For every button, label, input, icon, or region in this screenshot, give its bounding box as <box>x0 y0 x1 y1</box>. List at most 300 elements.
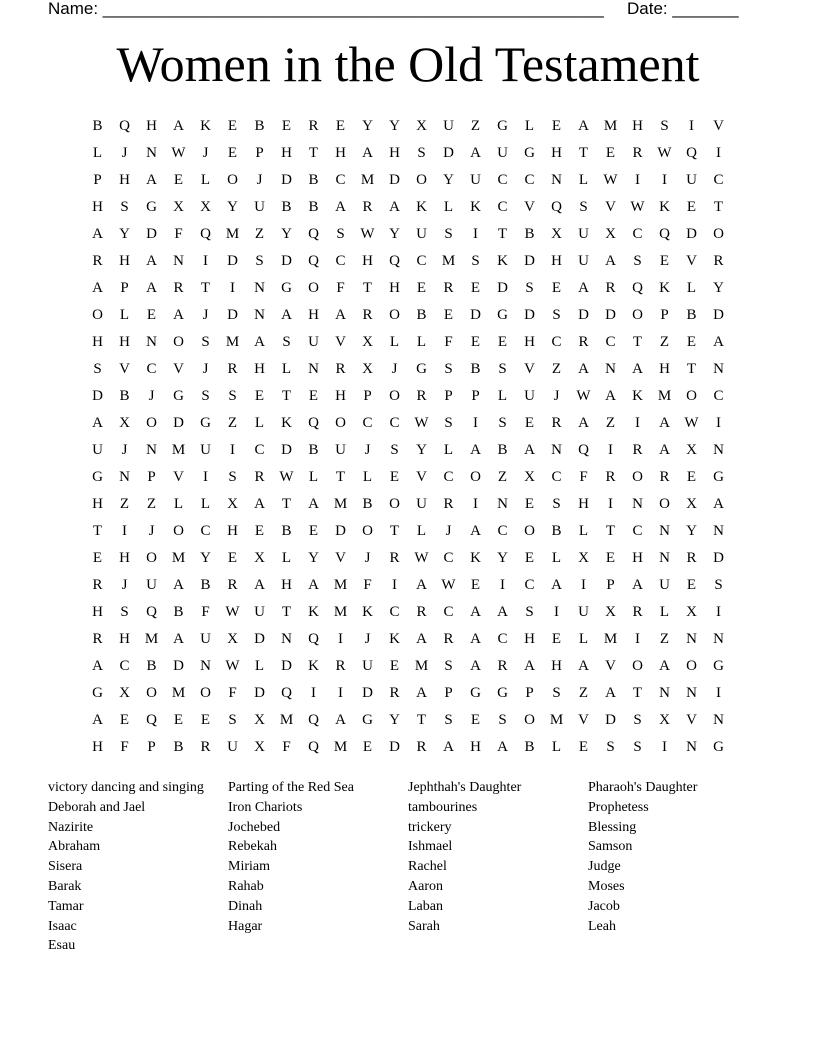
grid-letter[interactable]: D <box>254 631 265 647</box>
grid-letter[interactable]: S <box>714 577 723 593</box>
grid-letter[interactable]: X <box>686 604 697 620</box>
grid-letter[interactable]: E <box>227 550 238 566</box>
grid-letter[interactable]: Z <box>227 415 238 431</box>
grid-letter[interactable]: V <box>686 253 697 269</box>
grid-letter[interactable]: E <box>551 631 562 647</box>
grid-letter[interactable]: C <box>443 604 454 620</box>
grid-letter[interactable]: Q <box>551 199 562 215</box>
grid-letter[interactable]: K <box>470 550 481 566</box>
grid-letter[interactable]: U <box>659 577 670 593</box>
grid-letter[interactable]: E <box>443 307 454 323</box>
grid-letter[interactable]: H <box>632 118 643 134</box>
grid-letter[interactable]: R <box>551 415 562 431</box>
grid-letter[interactable]: C <box>119 658 130 674</box>
grid-letter[interactable]: Q <box>308 253 319 269</box>
grid-letter[interactable]: E <box>659 253 670 269</box>
grid-letter[interactable]: H <box>92 604 103 620</box>
grid-letter[interactable]: N <box>551 442 562 458</box>
grid-letter[interactable]: A <box>497 739 508 755</box>
grid-letter[interactable]: I <box>716 604 721 620</box>
grid-letter[interactable]: T <box>416 712 427 728</box>
grid-letter[interactable]: M <box>279 712 294 728</box>
grid-letter[interactable]: B <box>281 523 292 539</box>
grid-letter[interactable]: L <box>254 415 265 431</box>
grid-letter[interactable]: L <box>281 550 292 566</box>
grid-letter[interactable]: C <box>605 334 616 350</box>
grid-letter[interactable]: B <box>92 118 103 134</box>
grid-letter[interactable]: L <box>578 172 589 188</box>
grid-letter[interactable]: M <box>414 658 429 674</box>
grid-letter[interactable]: Q <box>578 442 589 458</box>
grid-letter[interactable]: F <box>336 280 345 296</box>
grid-letter[interactable]: Z <box>497 469 508 485</box>
grid-letter[interactable]: U <box>146 577 157 593</box>
grid-letter[interactable]: S <box>282 334 291 350</box>
grid-letter[interactable]: O <box>632 658 643 674</box>
grid-letter[interactable]: A <box>605 253 616 269</box>
grid-letter[interactable]: D <box>146 226 157 242</box>
grid-letter[interactable]: G <box>524 145 535 161</box>
grid-letter[interactable]: W <box>279 469 294 485</box>
grid-letter[interactable]: G <box>497 685 508 701</box>
grid-letter[interactable]: A <box>146 280 157 296</box>
grid-letter[interactable]: K <box>416 199 427 215</box>
grid-letter[interactable]: X <box>605 226 616 242</box>
grid-letter[interactable]: B <box>173 604 184 620</box>
grid-letter[interactable]: Z <box>605 415 616 431</box>
grid-letter[interactable]: S <box>93 361 102 377</box>
grid-letter[interactable]: C <box>524 172 535 188</box>
grid-letter[interactable]: M <box>441 253 456 269</box>
grid-letter[interactable]: D <box>470 307 481 323</box>
grid-letter[interactable]: O <box>632 469 643 485</box>
grid-letter[interactable]: R <box>416 604 427 620</box>
grid-letter[interactable]: T <box>389 523 400 539</box>
grid-letter[interactable]: W <box>360 226 375 242</box>
grid-letter[interactable]: G <box>497 118 508 134</box>
grid-letter[interactable]: Y <box>389 118 400 134</box>
grid-letter[interactable]: C <box>497 523 508 539</box>
grid-letter[interactable]: A <box>416 577 427 593</box>
grid-letter[interactable]: S <box>444 361 453 377</box>
grid-letter[interactable]: S <box>660 118 669 134</box>
grid-letter[interactable]: A <box>254 577 265 593</box>
grid-letter[interactable]: J <box>364 442 371 458</box>
grid-letter[interactable]: E <box>524 415 535 431</box>
grid-letter[interactable]: A <box>308 577 319 593</box>
grid-letter[interactable]: G <box>713 739 724 755</box>
date-field-label[interactable]: Date: _______ <box>627 0 739 18</box>
grid-letter[interactable]: T <box>281 604 292 620</box>
grid-letter[interactable]: G <box>173 388 184 404</box>
grid-letter[interactable]: O <box>227 172 238 188</box>
grid-letter[interactable]: H <box>335 145 346 161</box>
grid-letter[interactable]: A <box>605 685 616 701</box>
grid-letter[interactable]: Q <box>389 253 400 269</box>
grid-letter[interactable]: T <box>497 226 508 242</box>
grid-letter[interactable]: E <box>119 712 130 728</box>
grid-letter[interactable]: E <box>605 550 616 566</box>
grid-letter[interactable]: S <box>444 658 453 674</box>
grid-letter[interactable]: A <box>335 712 346 728</box>
grid-letter[interactable]: S <box>120 604 129 620</box>
grid-letter[interactable]: R <box>416 739 427 755</box>
grid-letter[interactable]: R <box>497 658 508 674</box>
grid-letter[interactable]: G <box>281 280 292 296</box>
grid-letter[interactable]: S <box>633 712 642 728</box>
grid-letter[interactable]: S <box>498 712 507 728</box>
grid-letter[interactable]: E <box>362 739 373 755</box>
grid-letter[interactable]: O <box>524 712 535 728</box>
grid-letter[interactable]: S <box>525 604 534 620</box>
grid-letter[interactable]: A <box>470 442 481 458</box>
grid-letter[interactable]: M <box>360 172 375 188</box>
grid-letter[interactable]: V <box>416 469 427 485</box>
grid-letter[interactable]: S <box>201 334 210 350</box>
grid-letter[interactable]: R <box>92 631 103 647</box>
grid-letter[interactable]: S <box>336 226 345 242</box>
grid-letter[interactable]: P <box>444 388 453 404</box>
grid-letter[interactable]: O <box>173 523 184 539</box>
grid-letter[interactable]: Q <box>146 604 157 620</box>
grid-letter[interactable]: U <box>308 334 319 350</box>
grid-letter[interactable]: U <box>578 253 589 269</box>
grid-letter[interactable]: W <box>441 577 456 593</box>
grid-letter[interactable]: I <box>689 118 694 134</box>
grid-letter[interactable]: B <box>416 307 427 323</box>
grid-letter[interactable]: I <box>473 226 478 242</box>
grid-letter[interactable]: U <box>362 658 373 674</box>
grid-letter[interactable]: X <box>119 685 130 701</box>
grid-letter[interactable]: S <box>525 280 534 296</box>
grid-letter[interactable]: Q <box>308 739 319 755</box>
grid-letter[interactable]: E <box>227 145 238 161</box>
grid-letter[interactable]: G <box>713 469 724 485</box>
grid-letter[interactable]: N <box>551 172 562 188</box>
grid-letter[interactable]: B <box>308 442 319 458</box>
grid-letter[interactable]: E <box>686 469 697 485</box>
grid-letter[interactable]: N <box>497 496 508 512</box>
grid-letter[interactable]: X <box>119 415 130 431</box>
grid-letter[interactable]: G <box>416 361 427 377</box>
grid-letter[interactable]: L <box>578 523 589 539</box>
grid-letter[interactable]: R <box>578 334 589 350</box>
grid-letter[interactable]: O <box>416 172 427 188</box>
grid-letter[interactable]: W <box>414 415 429 431</box>
grid-letter[interactable]: X <box>200 199 211 215</box>
grid-letter[interactable]: H <box>281 145 292 161</box>
grid-letter[interactable]: N <box>308 361 319 377</box>
grid-letter[interactable]: S <box>579 199 588 215</box>
grid-letter[interactable]: O <box>470 469 481 485</box>
grid-letter[interactable]: A <box>389 199 400 215</box>
grid-letter[interactable]: R <box>227 361 238 377</box>
grid-letter[interactable]: B <box>308 172 319 188</box>
grid-letter[interactable]: Y <box>119 226 130 242</box>
grid-letter[interactable]: Q <box>308 226 319 242</box>
grid-letter[interactable]: A <box>632 577 643 593</box>
grid-letter[interactable]: H <box>551 145 562 161</box>
grid-letter[interactable]: O <box>713 226 724 242</box>
grid-letter[interactable]: L <box>254 658 265 674</box>
grid-letter[interactable]: M <box>225 334 240 350</box>
grid-letter[interactable]: N <box>713 442 724 458</box>
grid-letter[interactable]: O <box>308 280 319 296</box>
grid-letter[interactable]: S <box>444 226 453 242</box>
grid-letter[interactable]: O <box>389 307 400 323</box>
grid-letter[interactable]: E <box>389 469 400 485</box>
grid-letter[interactable]: S <box>552 307 561 323</box>
grid-letter[interactable]: I <box>716 415 721 431</box>
grid-letter[interactable]: W <box>603 172 618 188</box>
grid-letter[interactable]: X <box>416 118 427 134</box>
grid-letter[interactable]: J <box>121 145 128 161</box>
grid-letter[interactable]: N <box>254 280 265 296</box>
grid-letter[interactable]: S <box>633 739 642 755</box>
grid-letter[interactable]: H <box>281 577 292 593</box>
grid-letter[interactable]: W <box>630 199 645 215</box>
grid-letter[interactable]: E <box>92 550 103 566</box>
grid-letter[interactable]: A <box>578 658 589 674</box>
grid-letter[interactable]: F <box>282 739 291 755</box>
grid-letter[interactable]: S <box>228 469 237 485</box>
grid-letter[interactable]: H <box>551 253 562 269</box>
grid-letter[interactable]: N <box>146 442 157 458</box>
grid-letter[interactable]: R <box>389 550 400 566</box>
grid-letter[interactable]: U <box>227 739 238 755</box>
grid-letter[interactable]: G <box>497 307 508 323</box>
grid-letter[interactable]: I <box>230 280 235 296</box>
grid-letter[interactable]: Z <box>146 496 157 512</box>
grid-letter[interactable]: Q <box>308 415 319 431</box>
grid-letter[interactable]: N <box>686 685 697 701</box>
grid-letter[interactable]: I <box>608 442 613 458</box>
grid-letter[interactable]: O <box>146 415 157 431</box>
grid-letter[interactable]: J <box>202 361 209 377</box>
grid-letter[interactable]: C <box>632 523 643 539</box>
grid-letter[interactable]: E <box>524 496 535 512</box>
grid-letter[interactable]: G <box>92 469 103 485</box>
grid-letter[interactable]: L <box>92 145 103 161</box>
grid-letter[interactable]: Y <box>713 280 724 296</box>
grid-letter[interactable]: R <box>632 604 643 620</box>
grid-letter[interactable]: C <box>713 172 724 188</box>
name-field-label[interactable]: Name: _____________________________________________________ <box>48 0 604 18</box>
grid-letter[interactable]: M <box>225 226 240 242</box>
grid-letter[interactable]: V <box>524 361 535 377</box>
grid-letter[interactable]: A <box>173 577 184 593</box>
grid-letter[interactable]: G <box>713 658 724 674</box>
grid-letter[interactable]: P <box>363 388 372 404</box>
grid-letter[interactable]: D <box>605 712 616 728</box>
grid-letter[interactable]: R <box>173 280 184 296</box>
grid-letter[interactable]: X <box>686 442 697 458</box>
grid-letter[interactable]: L <box>551 739 562 755</box>
grid-letter[interactable]: I <box>338 631 343 647</box>
grid-letter[interactable]: Y <box>497 550 508 566</box>
grid-letter[interactable]: E <box>146 307 157 323</box>
grid-letter[interactable]: G <box>92 685 103 701</box>
grid-letter[interactable]: H <box>335 388 346 404</box>
grid-letter[interactable]: Z <box>551 361 562 377</box>
grid-letter[interactable]: N <box>713 361 724 377</box>
grid-letter[interactable]: H <box>308 307 319 323</box>
grid-letter[interactable]: E <box>389 658 400 674</box>
grid-letter[interactable]: O <box>524 523 535 539</box>
grid-letter[interactable]: L <box>524 118 535 134</box>
grid-letter[interactable]: V <box>686 712 697 728</box>
grid-letter[interactable]: H <box>92 199 103 215</box>
grid-letter[interactable]: X <box>686 496 697 512</box>
grid-letter[interactable]: T <box>578 145 589 161</box>
grid-letter[interactable]: R <box>254 469 265 485</box>
grid-letter[interactable]: W <box>225 604 240 620</box>
grid-letter[interactable]: R <box>605 280 616 296</box>
grid-letter[interactable]: I <box>392 577 397 593</box>
grid-letter[interactable]: I <box>554 604 559 620</box>
grid-letter[interactable]: C <box>389 415 400 431</box>
grid-letter[interactable]: A <box>578 361 589 377</box>
grid-letter[interactable]: A <box>632 361 643 377</box>
grid-letter[interactable]: Q <box>632 280 643 296</box>
grid-letter[interactable]: S <box>498 361 507 377</box>
grid-letter[interactable]: L <box>200 496 211 512</box>
grid-letter[interactable]: D <box>281 253 292 269</box>
grid-letter[interactable]: V <box>335 550 346 566</box>
grid-letter[interactable]: P <box>147 469 156 485</box>
grid-letter[interactable]: C <box>524 577 535 593</box>
grid-letter[interactable]: C <box>497 172 508 188</box>
grid-letter[interactable]: D <box>713 550 724 566</box>
grid-letter[interactable]: D <box>173 415 184 431</box>
grid-letter[interactable]: M <box>333 496 348 512</box>
grid-letter[interactable]: D <box>524 253 535 269</box>
grid-letter[interactable]: X <box>551 226 562 242</box>
grid-letter[interactable]: F <box>201 604 210 620</box>
grid-letter[interactable]: S <box>444 415 453 431</box>
grid-letter[interactable]: Y <box>362 118 373 134</box>
grid-letter[interactable]: X <box>173 199 184 215</box>
grid-letter[interactable]: Q <box>119 118 130 134</box>
grid-letter[interactable]: I <box>635 172 640 188</box>
grid-letter[interactable]: T <box>92 523 103 539</box>
grid-letter[interactable]: J <box>445 523 452 539</box>
grid-letter[interactable]: H <box>578 496 589 512</box>
grid-letter[interactable]: A <box>416 685 427 701</box>
grid-letter[interactable]: N <box>254 307 265 323</box>
grid-letter[interactable]: H <box>389 280 400 296</box>
grid-letter[interactable]: E <box>605 145 616 161</box>
grid-letter[interactable]: V <box>335 334 346 350</box>
grid-letter[interactable]: N <box>281 631 292 647</box>
grid-letter[interactable]: C <box>443 469 454 485</box>
grid-letter[interactable]: E <box>470 280 481 296</box>
grid-letter[interactable]: T <box>335 469 346 485</box>
grid-letter[interactable]: Q <box>281 685 292 701</box>
grid-letter[interactable]: A <box>335 199 346 215</box>
grid-letter[interactable]: C <box>389 604 400 620</box>
grid-letter[interactable]: B <box>524 226 535 242</box>
grid-letter[interactable]: J <box>121 577 128 593</box>
grid-letter[interactable]: I <box>473 415 478 431</box>
grid-letter[interactable]: K <box>308 658 319 674</box>
grid-letter[interactable]: V <box>605 658 616 674</box>
grid-letter[interactable]: Z <box>254 226 265 242</box>
grid-letter[interactable]: J <box>202 145 209 161</box>
grid-letter[interactable]: G <box>146 199 157 215</box>
grid-letter[interactable]: I <box>473 496 478 512</box>
grid-letter[interactable]: O <box>659 496 670 512</box>
grid-letter[interactable]: Z <box>119 496 130 512</box>
grid-letter[interactable]: R <box>686 550 697 566</box>
grid-letter[interactable]: D <box>578 307 589 323</box>
grid-letter[interactable]: Q <box>200 226 211 242</box>
grid-letter[interactable]: D <box>389 172 400 188</box>
grid-letter[interactable]: D <box>335 523 346 539</box>
grid-letter[interactable]: L <box>443 442 454 458</box>
grid-letter[interactable]: K <box>362 604 373 620</box>
grid-letter[interactable]: S <box>228 712 237 728</box>
grid-letter[interactable]: P <box>606 577 615 593</box>
grid-letter[interactable]: H <box>227 523 238 539</box>
grid-letter[interactable]: T <box>605 523 616 539</box>
grid-letter[interactable]: A <box>254 496 265 512</box>
grid-letter[interactable]: R <box>659 469 670 485</box>
grid-letter[interactable]: C <box>362 415 373 431</box>
grid-letter[interactable]: E <box>578 739 589 755</box>
grid-letter[interactable]: X <box>605 604 616 620</box>
grid-letter[interactable]: H <box>470 739 481 755</box>
grid-letter[interactable]: A <box>713 334 724 350</box>
grid-letter[interactable]: A <box>713 496 724 512</box>
grid-letter[interactable]: M <box>549 712 564 728</box>
grid-letter[interactable]: M <box>171 442 186 458</box>
grid-letter[interactable]: D <box>524 307 535 323</box>
grid-letter[interactable]: T <box>200 280 211 296</box>
grid-letter[interactable]: U <box>254 199 265 215</box>
grid-letter[interactable]: H <box>119 172 130 188</box>
grid-letter[interactable]: C <box>497 631 508 647</box>
grid-letter[interactable]: D <box>389 739 400 755</box>
grid-letter[interactable]: P <box>93 172 102 188</box>
grid-letter[interactable]: C <box>254 442 265 458</box>
grid-letter[interactable]: N <box>686 739 697 755</box>
grid-letter[interactable]: M <box>333 739 348 755</box>
grid-letter[interactable]: K <box>281 415 292 431</box>
grid-letter[interactable]: R <box>308 118 319 134</box>
grid-letter[interactable]: T <box>713 199 724 215</box>
grid-letter[interactable]: Y <box>308 550 319 566</box>
grid-letter[interactable]: Y <box>416 442 427 458</box>
grid-letter[interactable]: Y <box>389 712 400 728</box>
grid-letter[interactable]: S <box>552 496 561 512</box>
grid-letter[interactable]: G <box>470 685 481 701</box>
grid-letter[interactable]: N <box>146 334 157 350</box>
grid-letter[interactable]: F <box>579 469 588 485</box>
grid-letter[interactable]: A <box>173 307 184 323</box>
grid-letter[interactable]: W <box>171 145 186 161</box>
grid-letter[interactable]: E <box>335 118 346 134</box>
grid-letter[interactable]: U <box>578 226 589 242</box>
grid-letter[interactable]: E <box>686 334 697 350</box>
grid-letter[interactable]: N <box>686 631 697 647</box>
grid-letter[interactable]: F <box>120 739 129 755</box>
grid-letter[interactable]: E <box>470 712 481 728</box>
grid-letter[interactable]: N <box>146 145 157 161</box>
grid-letter[interactable]: P <box>255 145 264 161</box>
grid-letter[interactable]: Z <box>659 631 670 647</box>
grid-letter[interactable]: C <box>551 469 562 485</box>
